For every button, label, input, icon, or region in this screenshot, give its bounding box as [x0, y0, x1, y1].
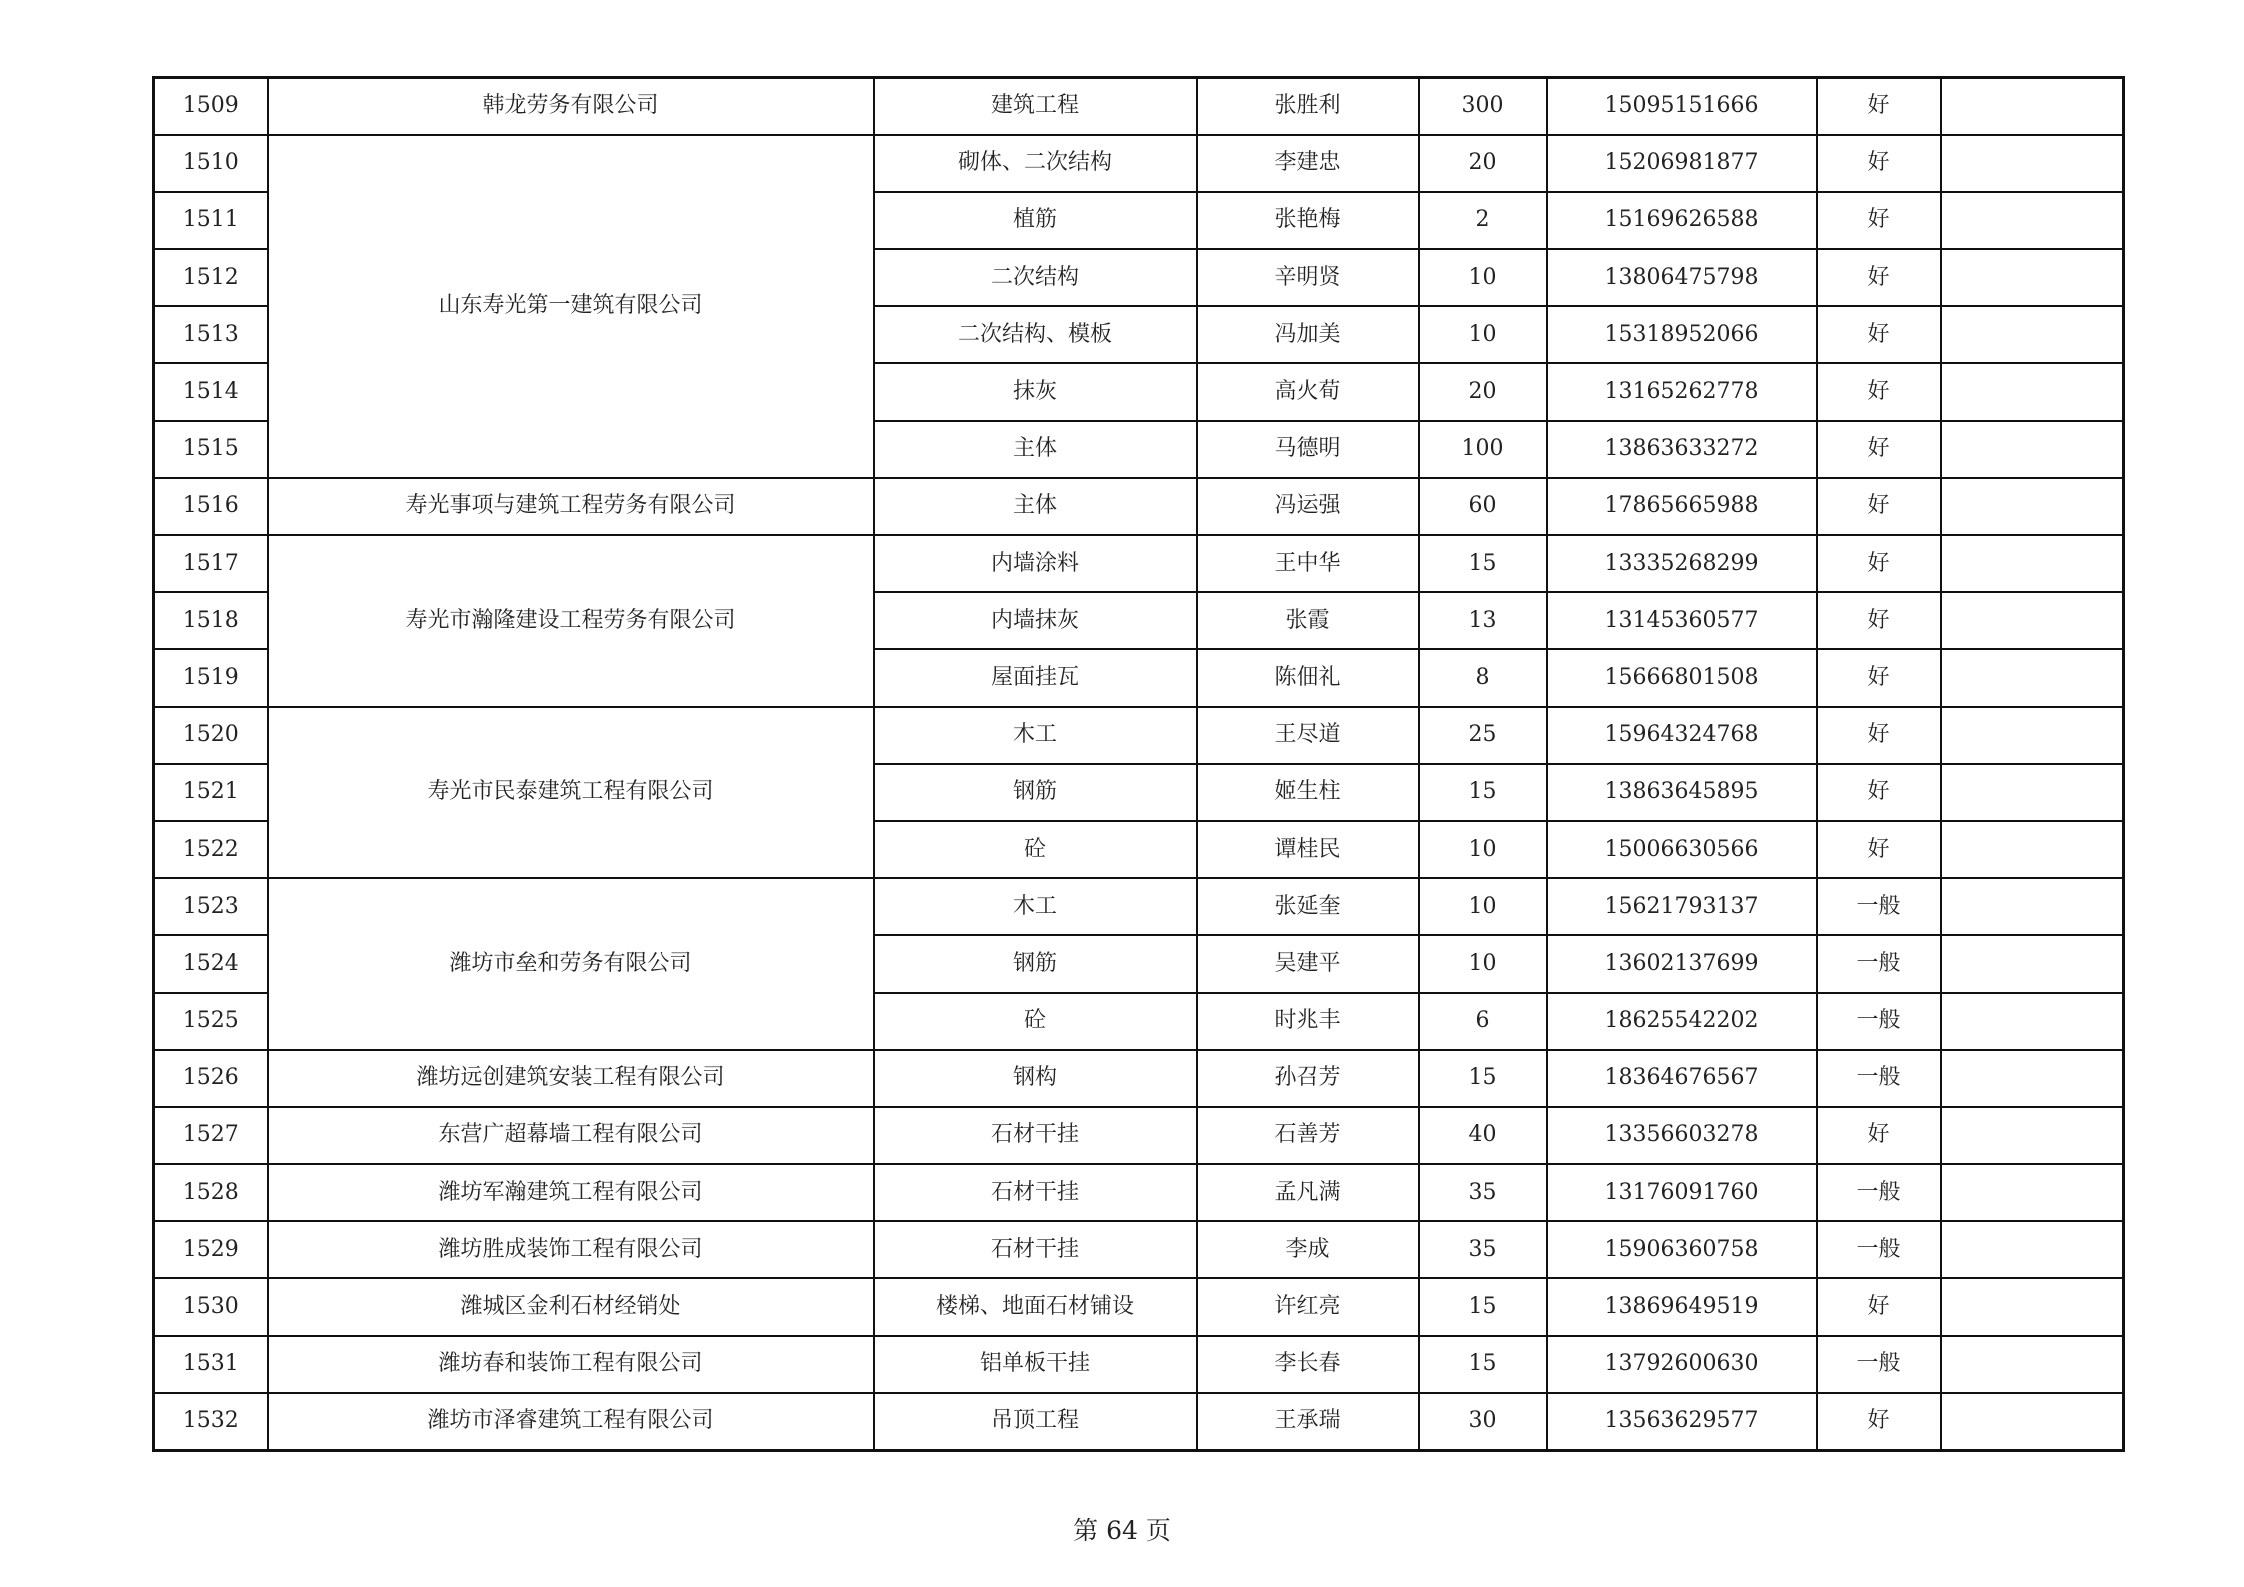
work-type-cell: 铝单板干挂 [874, 1336, 1197, 1393]
table-row [154, 535, 2124, 592]
work-type-cell: 内墙抹灰 [874, 592, 1197, 649]
table-row [154, 478, 2124, 535]
serial-number-cell: 1516 [154, 478, 268, 535]
serial-number-cell: 1531 [154, 1336, 268, 1393]
company-name-cell: 潍坊市垒和劳务有限公司 [268, 878, 874, 1050]
table-row [154, 1164, 2124, 1221]
phone-number-cell: 13176091760 [1547, 1164, 1817, 1221]
phone-number-cell: 13165262778 [1547, 363, 1817, 420]
worker-count-cell: 13 [1419, 592, 1547, 649]
table-row [154, 878, 2124, 935]
serial-number-cell: 1518 [154, 592, 268, 649]
remarks-cell [1941, 1221, 2124, 1278]
table-row [154, 78, 2124, 135]
phone-number-cell: 15964324768 [1547, 707, 1817, 764]
worker-count-cell: 20 [1419, 363, 1547, 420]
remarks-cell [1941, 478, 2124, 535]
rating-cell: 好 [1817, 78, 1941, 135]
serial-number-cell: 1521 [154, 764, 268, 821]
remarks-cell [1941, 78, 2124, 135]
serial-number-cell: 1524 [154, 935, 268, 992]
work-type-cell: 砌体、二次结构 [874, 135, 1197, 192]
table-row [154, 135, 2124, 192]
rating-cell: 好 [1817, 135, 1941, 192]
team-leader-cell: 李建忠 [1197, 135, 1419, 192]
team-leader-cell: 张延奎 [1197, 878, 1419, 935]
remarks-cell [1941, 249, 2124, 306]
rating-cell: 一般 [1817, 1336, 1941, 1393]
phone-number-cell: 13563629577 [1547, 1393, 1817, 1450]
company-name-cell: 寿光市民泰建筑工程有限公司 [268, 707, 874, 879]
worker-count-cell: 8 [1419, 649, 1547, 706]
phone-number-cell: 15169626588 [1547, 192, 1817, 249]
contractor-table [152, 76, 2125, 1452]
remarks-cell [1941, 535, 2124, 592]
serial-number-cell: 1513 [154, 306, 268, 363]
team-leader-cell: 许红亮 [1197, 1278, 1419, 1335]
rating-cell: 好 [1817, 535, 1941, 592]
table-row [154, 707, 2124, 764]
rating-cell: 好 [1817, 1393, 1941, 1450]
phone-number-cell: 15006630566 [1547, 821, 1817, 878]
table-row [154, 1221, 2124, 1278]
phone-number-cell: 13335268299 [1547, 535, 1817, 592]
phone-number-cell: 13602137699 [1547, 935, 1817, 992]
rating-cell: 好 [1817, 421, 1941, 478]
serial-number-cell: 1511 [154, 192, 268, 249]
serial-number-cell: 1529 [154, 1221, 268, 1278]
rating-cell: 一般 [1817, 935, 1941, 992]
rating-cell: 好 [1817, 1107, 1941, 1164]
remarks-cell [1941, 592, 2124, 649]
table-row [154, 1107, 2124, 1164]
team-leader-cell: 吴建平 [1197, 935, 1419, 992]
remarks-cell [1941, 192, 2124, 249]
serial-number-cell: 1525 [154, 993, 268, 1050]
company-name-cell: 韩龙劳务有限公司 [268, 78, 874, 135]
remarks-cell [1941, 764, 2124, 821]
phone-number-cell: 15621793137 [1547, 878, 1817, 935]
serial-number-cell: 1520 [154, 707, 268, 764]
serial-number-cell: 1519 [154, 649, 268, 706]
remarks-cell [1941, 363, 2124, 420]
work-type-cell: 石材干挂 [874, 1107, 1197, 1164]
company-name-cell: 寿光事项与建筑工程劳务有限公司 [268, 478, 874, 535]
team-leader-cell: 张艳梅 [1197, 192, 1419, 249]
worker-count-cell: 15 [1419, 535, 1547, 592]
phone-number-cell: 15666801508 [1547, 649, 1817, 706]
work-type-cell: 石材干挂 [874, 1164, 1197, 1221]
remarks-cell [1941, 993, 2124, 1050]
work-type-cell: 主体 [874, 421, 1197, 478]
serial-number-cell: 1523 [154, 878, 268, 935]
work-type-cell: 二次结构 [874, 249, 1197, 306]
team-leader-cell: 马德明 [1197, 421, 1419, 478]
serial-number-cell: 1532 [154, 1393, 268, 1450]
team-leader-cell: 李长春 [1197, 1336, 1419, 1393]
company-name-cell: 山东寿光第一建筑有限公司 [268, 135, 874, 478]
worker-count-cell: 60 [1419, 478, 1547, 535]
work-type-cell: 二次结构、模板 [874, 306, 1197, 363]
worker-count-cell: 10 [1419, 306, 1547, 363]
worker-count-cell: 35 [1419, 1221, 1547, 1278]
worker-count-cell: 6 [1419, 993, 1547, 1050]
company-name-cell: 潍坊远创建筑安装工程有限公司 [268, 1050, 874, 1107]
remarks-cell [1941, 707, 2124, 764]
company-name-cell: 潍坊市泽睿建筑工程有限公司 [268, 1393, 874, 1450]
phone-number-cell: 17865665988 [1547, 478, 1817, 535]
work-type-cell: 楼梯、地面石材铺设 [874, 1278, 1197, 1335]
team-leader-cell: 王尽道 [1197, 707, 1419, 764]
work-type-cell: 钢构 [874, 1050, 1197, 1107]
remarks-cell [1941, 649, 2124, 706]
work-type-cell: 抹灰 [874, 363, 1197, 420]
phone-number-cell: 13806475798 [1547, 249, 1817, 306]
worker-count-cell: 300 [1419, 78, 1547, 135]
work-type-cell: 石材干挂 [874, 1221, 1197, 1278]
worker-count-cell: 100 [1419, 421, 1547, 478]
serial-number-cell: 1530 [154, 1278, 268, 1335]
company-name-cell: 东营广超幕墙工程有限公司 [268, 1107, 874, 1164]
serial-number-cell: 1509 [154, 78, 268, 135]
remarks-cell [1941, 1107, 2124, 1164]
work-type-cell: 吊顶工程 [874, 1393, 1197, 1450]
work-type-cell: 钢筋 [874, 764, 1197, 821]
table-row [154, 1393, 2124, 1450]
worker-count-cell: 30 [1419, 1393, 1547, 1450]
rating-cell: 好 [1817, 764, 1941, 821]
serial-number-cell: 1510 [154, 135, 268, 192]
serial-number-cell: 1512 [154, 249, 268, 306]
remarks-cell [1941, 878, 2124, 935]
worker-count-cell: 2 [1419, 192, 1547, 249]
worker-count-cell: 15 [1419, 1050, 1547, 1107]
worker-count-cell: 10 [1419, 249, 1547, 306]
team-leader-cell: 王中华 [1197, 535, 1419, 592]
team-leader-cell: 冯加美 [1197, 306, 1419, 363]
rating-cell: 一般 [1817, 878, 1941, 935]
phone-number-cell: 18625542202 [1547, 993, 1817, 1050]
work-type-cell: 屋面挂瓦 [874, 649, 1197, 706]
serial-number-cell: 1515 [154, 421, 268, 478]
team-leader-cell: 时兆丰 [1197, 993, 1419, 1050]
team-leader-cell: 高火荀 [1197, 363, 1419, 420]
remarks-cell [1941, 1278, 2124, 1335]
rating-cell: 好 [1817, 592, 1941, 649]
remarks-cell [1941, 421, 2124, 478]
serial-number-cell: 1526 [154, 1050, 268, 1107]
remarks-cell [1941, 1164, 2124, 1221]
rating-cell: 好 [1817, 306, 1941, 363]
team-leader-cell: 石善芳 [1197, 1107, 1419, 1164]
worker-count-cell: 20 [1419, 135, 1547, 192]
work-type-cell: 主体 [874, 478, 1197, 535]
team-leader-cell: 张霞 [1197, 592, 1419, 649]
worker-count-cell: 10 [1419, 935, 1547, 992]
phone-number-cell: 13863645895 [1547, 764, 1817, 821]
team-leader-cell: 辛明贤 [1197, 249, 1419, 306]
phone-number-cell: 15206981877 [1547, 135, 1817, 192]
team-leader-cell: 孟凡满 [1197, 1164, 1419, 1221]
phone-number-cell: 13145360577 [1547, 592, 1817, 649]
phone-number-cell: 13792600630 [1547, 1336, 1817, 1393]
work-type-cell: 砼 [874, 821, 1197, 878]
remarks-cell [1941, 821, 2124, 878]
team-leader-cell: 张胜利 [1197, 78, 1419, 135]
team-leader-cell: 王承瑞 [1197, 1393, 1419, 1450]
serial-number-cell: 1514 [154, 363, 268, 420]
rating-cell: 好 [1817, 363, 1941, 420]
team-leader-cell: 冯运强 [1197, 478, 1419, 535]
remarks-cell [1941, 306, 2124, 363]
phone-number-cell: 15906360758 [1547, 1221, 1817, 1278]
team-leader-cell: 陈佃礼 [1197, 649, 1419, 706]
remarks-cell [1941, 1336, 2124, 1393]
company-name-cell: 潍坊胜成装饰工程有限公司 [268, 1221, 874, 1278]
worker-count-cell: 10 [1419, 878, 1547, 935]
work-type-cell: 建筑工程 [874, 78, 1197, 135]
rating-cell: 好 [1817, 192, 1941, 249]
phone-number-cell: 15095151666 [1547, 78, 1817, 135]
work-type-cell: 木工 [874, 707, 1197, 764]
table-row [154, 1050, 2124, 1107]
rating-cell: 一般 [1817, 1050, 1941, 1107]
phone-number-cell: 13869649519 [1547, 1278, 1817, 1335]
worker-count-cell: 10 [1419, 821, 1547, 878]
worker-count-cell: 25 [1419, 707, 1547, 764]
serial-number-cell: 1527 [154, 1107, 268, 1164]
company-name-cell: 潍坊军瀚建筑工程有限公司 [268, 1164, 874, 1221]
team-leader-cell: 李成 [1197, 1221, 1419, 1278]
work-type-cell: 木工 [874, 878, 1197, 935]
rating-cell: 好 [1817, 1278, 1941, 1335]
team-leader-cell: 姬生柱 [1197, 764, 1419, 821]
serial-number-cell: 1522 [154, 821, 268, 878]
company-name-cell: 潍坊春和装饰工程有限公司 [268, 1336, 874, 1393]
worker-count-cell: 15 [1419, 1336, 1547, 1393]
rating-cell: 好 [1817, 821, 1941, 878]
work-type-cell: 砼 [874, 993, 1197, 1050]
table-row [154, 1278, 2124, 1335]
serial-number-cell: 1517 [154, 535, 268, 592]
worker-count-cell: 15 [1419, 1278, 1547, 1335]
page-number: 第 64 页 [1073, 1516, 1171, 1545]
remarks-cell [1941, 1393, 2124, 1450]
phone-number-cell: 13863633272 [1547, 421, 1817, 478]
rating-cell: 一般 [1817, 1164, 1941, 1221]
worker-count-cell: 35 [1419, 1164, 1547, 1221]
phone-number-cell: 15318952066 [1547, 306, 1817, 363]
remarks-cell [1941, 1050, 2124, 1107]
team-leader-cell: 谭桂民 [1197, 821, 1419, 878]
remarks-cell [1941, 135, 2124, 192]
worker-count-cell: 15 [1419, 764, 1547, 821]
company-name-cell: 寿光市瀚隆建设工程劳务有限公司 [268, 535, 874, 707]
phone-number-cell: 13356603278 [1547, 1107, 1817, 1164]
rating-cell: 好 [1817, 249, 1941, 306]
serial-number-cell: 1528 [154, 1164, 268, 1221]
company-name-cell: 潍城区金利石材经销处 [268, 1278, 874, 1335]
table-row [154, 1336, 2124, 1393]
team-leader-cell: 孙召芳 [1197, 1050, 1419, 1107]
work-type-cell: 植筋 [874, 192, 1197, 249]
work-type-cell: 内墙涂料 [874, 535, 1197, 592]
worker-count-cell: 40 [1419, 1107, 1547, 1164]
phone-number-cell: 18364676567 [1547, 1050, 1817, 1107]
rating-cell: 好 [1817, 478, 1941, 535]
rating-cell: 好 [1817, 707, 1941, 764]
remarks-cell [1941, 935, 2124, 992]
rating-cell: 好 [1817, 649, 1941, 706]
rating-cell: 一般 [1817, 1221, 1941, 1278]
table-body [154, 78, 2124, 1451]
work-type-cell: 钢筋 [874, 935, 1197, 992]
rating-cell: 一般 [1817, 993, 1941, 1050]
